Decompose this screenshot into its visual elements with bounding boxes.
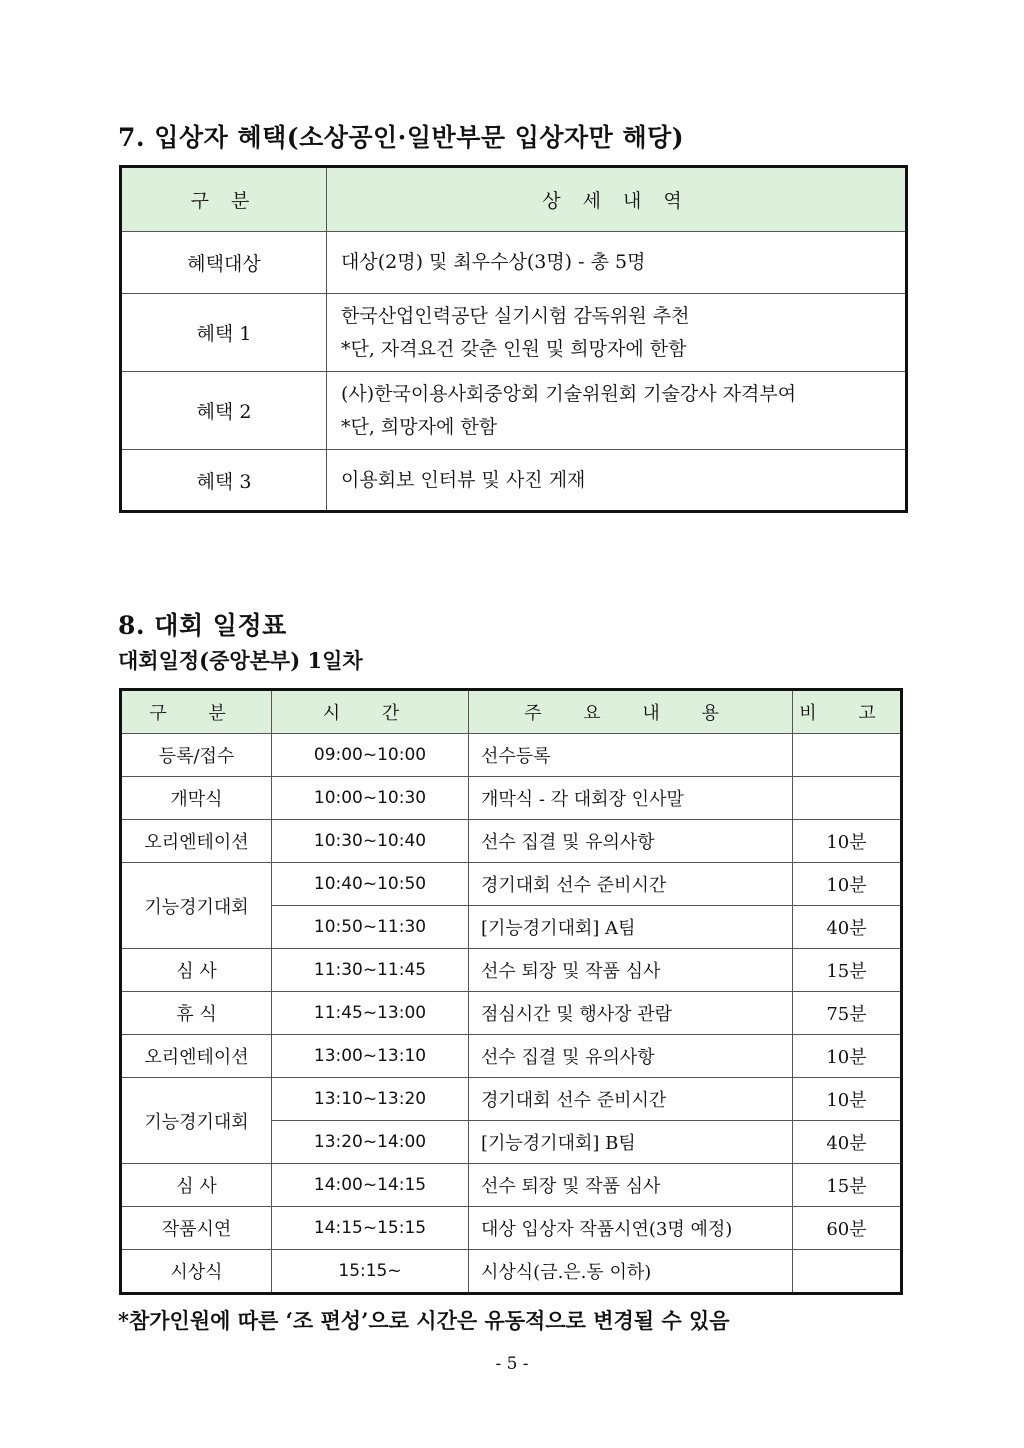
note-cell: 40분 — [793, 906, 902, 949]
category-cell: 휴 식 — [121, 992, 272, 1035]
table-row — [121, 992, 902, 1035]
content-cell: 경기대회 선수 준비시간 — [469, 863, 793, 906]
schedule-subtitle: 대회일정(중앙본부) 1일차 — [118, 648, 363, 673]
benefit-label: 혜택대상 — [121, 232, 327, 294]
table-row — [121, 777, 902, 820]
benefit-line: 한국산업인력공단 실기시험 감독위원 추천 — [341, 304, 690, 327]
note-cell: 15분 — [793, 1164, 902, 1207]
schedule-footnote: *참가인원에 따른 ‘조 편성’으로 시간은 유동적으로 변경될 수 있음 — [118, 1308, 730, 1333]
table-row — [121, 820, 902, 863]
time-cell: 11:45~13:00 — [272, 992, 469, 1035]
note-cell: 10분 — [793, 820, 902, 863]
benefit-detail — [327, 232, 907, 294]
content-cell: [기능경기대회] A팀 — [469, 906, 793, 949]
note-cell — [793, 734, 902, 777]
section-8-title: 8. 대회 일정표 — [118, 611, 287, 640]
content-cell: 선수 퇴장 및 작품 심사 — [469, 1164, 793, 1207]
benefit-detail — [327, 450, 907, 512]
table-row — [121, 734, 902, 777]
category-cell: 개막식 — [121, 777, 272, 820]
table-row — [121, 1035, 902, 1078]
content-cell: 선수 집결 및 유의사항 — [469, 1035, 793, 1078]
time-cell: 14:00~14:15 — [272, 1164, 469, 1207]
category-cell: 등록/접수 — [121, 734, 272, 777]
time-cell: 13:10~13:20 — [272, 1078, 469, 1121]
category-cell: 오리엔테이션 — [121, 820, 272, 863]
benefits-table — [119, 165, 908, 513]
table-row — [121, 294, 907, 372]
table-row — [121, 232, 907, 294]
table-row — [121, 1164, 902, 1207]
time-cell: 11:30~11:45 — [272, 949, 469, 992]
time-cell: 13:20~14:00 — [272, 1121, 469, 1164]
header-time: 시 간 — [272, 690, 469, 734]
time-cell: 13:00~13:10 — [272, 1035, 469, 1078]
category-cell: 심 사 — [121, 1164, 272, 1207]
header-category: 구 분 — [121, 167, 327, 232]
content-cell: 개막식 - 각 대회장 인사말 — [469, 777, 793, 820]
benefit-detail — [327, 294, 907, 372]
table-header-row — [121, 167, 907, 232]
category-cell: 심 사 — [121, 949, 272, 992]
benefit-line: 대상(2명) 및 최우수상(3명) - 총 5명 — [341, 251, 646, 273]
time-cell: 09:00~10:00 — [272, 734, 469, 777]
time-cell: 15:15~ — [272, 1250, 469, 1294]
table-row — [121, 1078, 902, 1121]
benefit-line: (사)한국이용사회중앙회 기술위원회 기술강사 자격부여 — [341, 382, 797, 405]
content-cell: 선수등록 — [469, 734, 793, 777]
note-cell: 10분 — [793, 863, 902, 906]
content-cell: 대상 입상자 작품시연(3명 예정) — [469, 1207, 793, 1250]
category-cell: 기능경기대회 — [121, 863, 272, 949]
benefit-label: 혜택 2 — [121, 372, 327, 450]
table-row — [121, 1207, 902, 1250]
note-cell — [793, 1250, 902, 1294]
benefit-label: 혜택 3 — [121, 450, 327, 512]
header-category: 구 분 — [121, 690, 272, 734]
time-cell: 10:50~11:30 — [272, 906, 469, 949]
table-row — [121, 450, 907, 512]
note-cell: 75분 — [793, 992, 902, 1035]
time-cell: 10:30~10:40 — [272, 820, 469, 863]
note-cell: 10분 — [793, 1035, 902, 1078]
table-row — [121, 1250, 902, 1294]
content-cell: 선수 퇴장 및 작품 심사 — [469, 949, 793, 992]
section-7-title: 7. 입상자 혜택(소상공인·일반부문 입상자만 해당) — [118, 123, 685, 152]
benefit-line: 이용회보 인터뷰 및 사진 게재 — [341, 468, 586, 491]
content-cell: [기능경기대회] B팀 — [469, 1121, 793, 1164]
header-content: 주 요 내 용 — [469, 690, 793, 734]
time-cell: 10:00~10:30 — [272, 777, 469, 820]
note-cell: 40분 — [793, 1121, 902, 1164]
content-cell: 시상식(금.은.동 이하) — [469, 1250, 793, 1294]
table-row — [121, 863, 902, 906]
benefit-condition: *단, 자격요건 갖춘 인원 및 희망자에 한함 — [341, 337, 687, 360]
schedule-table — [119, 688, 903, 1295]
note-cell: 10분 — [793, 1078, 902, 1121]
category-cell: 작품시연 — [121, 1207, 272, 1250]
header-note: 비 고 — [793, 690, 902, 734]
benefit-label: 혜택 1 — [121, 294, 327, 372]
category-cell: 시상식 — [121, 1250, 272, 1294]
note-cell — [793, 777, 902, 820]
time-cell: 10:40~10:50 — [272, 863, 469, 906]
table-row — [121, 949, 902, 992]
table-row — [121, 372, 907, 450]
table-header-row — [121, 690, 902, 734]
time-cell: 14:15~15:15 — [272, 1207, 469, 1250]
note-cell: 60분 — [793, 1207, 902, 1250]
benefit-condition: *단, 희망자에 한함 — [341, 415, 498, 438]
note-cell: 15분 — [793, 949, 902, 992]
page-number: - 5 - — [495, 1354, 529, 1374]
header-details: 상 세 내 역 — [327, 167, 907, 232]
content-cell: 점심시간 및 행사장 관람 — [469, 992, 793, 1035]
content-cell: 선수 집결 및 유의사항 — [469, 820, 793, 863]
category-cell: 기능경기대회 — [121, 1078, 272, 1164]
content-cell: 경기대회 선수 준비시간 — [469, 1078, 793, 1121]
benefit-detail — [327, 372, 907, 450]
category-cell: 오리엔테이션 — [121, 1035, 272, 1078]
